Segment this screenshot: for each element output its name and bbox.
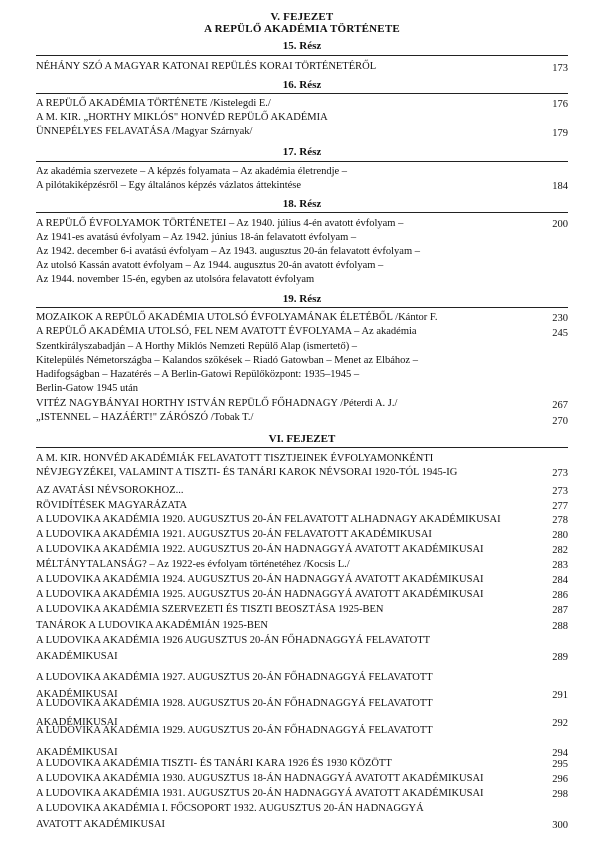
toc-entry: TANÁROK A LUDOVIKA AKADÉMIÁN 1925-BEN xyxy=(36,620,268,631)
toc-page-number: 296 xyxy=(552,774,568,785)
toc-page-number: 176 xyxy=(552,99,568,110)
toc-entry: Kitelepülés Németországba – Kalandos szökések – Riadó Gatowban – Menet az Elbához – xyxy=(36,355,418,366)
toc-entry: MÉLTÁNYTALANSÁG? – Az 1922-es évfolyam történetéhez /Kocsis L./ xyxy=(36,559,350,570)
toc-entry: A pilótakiképzésről – Egy általános képzés vázlatos áttekintése xyxy=(36,180,302,191)
chapter-6-heading: VI. FEJEZET xyxy=(268,433,336,445)
toc-entry: A M. KIR. „HORTHY MIKLÓS" HONVÉD REPÜLŐ AKADÉMIA xyxy=(36,112,328,123)
part-18-heading: 18. Rész xyxy=(282,198,322,210)
toc-entry: Hadifogságban – Hazatérés – A Berlin-Gatowi Repülőközpont: 1935–1945 – xyxy=(36,369,360,380)
part-15-heading: 15. Rész xyxy=(282,40,322,52)
toc-page-number: 300 xyxy=(552,820,568,831)
toc-entry: AKADÉMIKUSAI xyxy=(36,689,118,700)
toc-page-number: 173 xyxy=(552,63,568,74)
toc-page-number: 298 xyxy=(552,789,568,800)
toc-entry: A LUDOVIKA AKADÉMIA 1928. AUGUSZTUS 20-ÁN FŐHADNAGGYÁ FELAVATOTT xyxy=(36,698,433,709)
toc-entry: AKADÉMIKUSAI xyxy=(36,747,118,758)
toc-page-number: 288 xyxy=(552,621,568,632)
toc-entry: NÉVJEGYZÉKEI, VALAMINT A TISZTI- ÉS TANÁRI KAROK NÉVSORAI 1920-TÓL 1945-IG xyxy=(36,467,458,478)
toc-page-number: 245 xyxy=(552,328,568,339)
toc-page-number: 277 xyxy=(552,501,568,512)
toc-page-number: 282 xyxy=(552,545,568,556)
toc-page-number: 273 xyxy=(552,468,568,479)
toc-entry: Szentkirályszabadján – A Horthy Miklós Nemzeti Repülő Alap (ismertető) – xyxy=(36,341,358,352)
toc-page-number: 292 xyxy=(552,718,568,729)
toc-entry: MOZAIKOK A REPÜLŐ AKADÉMIA UTOLSÓ ÉVFOLYAMÁNAK ÉLETÉBŐL /Kántor F. xyxy=(36,312,438,323)
divider xyxy=(36,447,568,448)
toc-page-number: 287 xyxy=(552,605,568,616)
toc-page-number: 280 xyxy=(552,530,568,541)
toc-entry: VITÉZ NAGYBÁNYAI HORTHY ISTVÁN REPÜLŐ FŐHADNAGY /Péterdi A. J./ xyxy=(36,398,398,409)
part-16-heading: 16. Rész xyxy=(282,79,322,91)
toc-page-number: 179 xyxy=(552,128,568,139)
toc-page-number: 184 xyxy=(552,181,568,192)
toc-entry: A REPÜLŐ ÉVFOLYAMOK TÖRTÉNETEI – Az 1940. július 4-én avatott évfolyam – xyxy=(36,218,404,229)
toc-page-number: 286 xyxy=(552,590,568,601)
toc-entry: Az 1942. december 6-i avatású évfolyam – Az 1943. augusztus 20-án felavatott évfolyam – xyxy=(36,246,421,257)
toc-page-number: 270 xyxy=(552,416,568,427)
toc-page-number: 291 xyxy=(552,690,568,701)
toc-entry: Az 1944. november 15-én, egyben az utolsóra felavatott évfolyam xyxy=(36,274,315,285)
toc-entry: AVATOTT AKADÉMIKUSAI xyxy=(36,819,166,830)
toc-entry: Az akadémia szervezete – A képzés folyamata – Az akadémia életrendje – xyxy=(36,166,348,177)
toc-entry: AKADÉMIKUSAI xyxy=(36,717,118,728)
toc-entry: A REPÜLŐ AKADÉMIA UTOLSÓ, FEL NEM AVATOTT ÉVFOLYAMA – Az akadémia xyxy=(36,326,417,337)
part-17-heading: 17. Rész xyxy=(282,146,322,158)
toc-page-number: 230 xyxy=(552,313,568,324)
toc-page-number: 273 xyxy=(552,486,568,497)
toc-page-number: 283 xyxy=(552,560,568,571)
toc-page-number: 294 xyxy=(552,748,568,759)
toc-entry: A LUDOVIKA AKADÉMIA 1921. AUGUSZTUS 20-ÁN FELAVATOTT AKADÉMIKUSAI xyxy=(36,529,432,540)
toc-entry: A LUDOVIKA AKADÉMIA I. FŐCSOPORT 1932. AUGUSZTUS 20-ÁN HADNAGGYÁ xyxy=(36,803,424,814)
toc-page-number: 200 xyxy=(552,219,568,230)
toc-entry: „ISTENNEL – HAZÁÉRT!" ZÁRÓSZÓ /Tobak T./ xyxy=(36,412,254,423)
toc-entry: A LUDOVIKA AKADÉMIA 1930. AUGUSZTUS 18-ÁN HADNAGGYÁ AVATOTT AKADÉMIKUSAI xyxy=(36,773,484,784)
toc-entry: A REPÜLŐ AKADÉMIA TÖRTÉNETE /Kistelegdi E./ xyxy=(36,98,271,109)
divider xyxy=(36,307,568,308)
toc-entry: A LUDOVIKA AKADÉMIA 1926 AUGUSZTUS 20-ÁN FŐHADNAGGYÁ FELAVATOTT xyxy=(36,635,431,646)
toc-entry: A LUDOVIKA AKADÉMIA 1929. AUGUSZTUS 20-ÁN FŐHADNAGGYÁ FELAVATOTT xyxy=(36,725,433,736)
chapter-5-title: A REPÜLŐ AKADÉMIA TÖRTÉNETE xyxy=(204,23,400,35)
toc-page-number: 278 xyxy=(552,515,568,526)
divider xyxy=(36,93,568,94)
toc-entry: A M. KIR. HONVÉD AKADÉMIÁK FELAVATOTT TISZTJEINEK ÉVFOLYAMONKÉNTI xyxy=(36,453,434,464)
toc-entry: ÜNNEPÉLYES FELAVATÁSA /Magyar Szárnyak/ xyxy=(36,126,253,137)
toc-entry: RÖVIDÍTÉSEK MAGYARÁZATA xyxy=(36,500,188,511)
toc-entry: A LUDOVIKA AKADÉMIA 1922. AUGUSZTUS 20-ÁN HADNAGGYÁ AVATOTT AKADÉMIKUSAI xyxy=(36,544,484,555)
toc-entry: NÉHÁNY SZÓ A MAGYAR KATONAI REPÜLÉS KORAI TÖRTÉNETÉRŐL xyxy=(36,61,377,72)
toc-entry: AZ AVATÁSI NÉVSOROKHOZ... xyxy=(36,485,184,496)
toc-entry: A LUDOVIKA AKADÉMIA 1925. AUGUSZTUS 20-ÁN HADNAGGYÁ AVATOTT AKADÉMIKUSAI xyxy=(36,589,484,600)
toc-entry: A LUDOVIKA AKADÉMIA TISZTI- ÉS TANÁRI KARA 1926 ÉS 1930 KÖZÖTT xyxy=(36,758,392,769)
part-19-heading: 19. Rész xyxy=(282,293,322,305)
divider xyxy=(36,161,568,162)
toc-entry: AKADÉMIKUSAI xyxy=(36,651,118,662)
toc-entry: A LUDOVIKA AKADÉMIA 1920. AUGUSZTUS 20-ÁN FELAVATOTT ALHADNAGY AKADÉMIKUSAI xyxy=(36,514,501,525)
toc-entry: A LUDOVIKA AKADÉMIA 1931. AUGUSZTUS 20-ÁN HADNAGGYÁ AVATOTT AKADÉMIKUSAI xyxy=(36,788,484,799)
toc-entry: A LUDOVIKA AKADÉMIA SZERVEZETI ÉS TISZTI BEOSZTÁSA 1925-BEN xyxy=(36,604,384,615)
toc-page-number: 267 xyxy=(552,400,568,411)
toc-page-number: 289 xyxy=(552,652,568,663)
chapter-5-number: V. FEJEZET xyxy=(270,11,334,23)
toc-entry: A LUDOVIKA AKADÉMIA 1927. AUGUSZTUS 20-ÁN FŐHADNAGGYÁ FELAVATOTT xyxy=(36,672,433,683)
toc-page-number: 295 xyxy=(552,759,568,770)
divider xyxy=(36,212,568,213)
divider xyxy=(36,55,568,56)
toc-entry: A LUDOVIKA AKADÉMIA 1924. AUGUSZTUS 20-ÁN HADNAGGYÁ AVATOTT AKADÉMIKUSAI xyxy=(36,574,484,585)
toc-entry: Berlin-Gatow 1945 után xyxy=(36,383,139,394)
toc-entry: Az utolsó Kassán avatott évfolyam – Az 1944. augusztus 20-án avatott évfolyam – xyxy=(36,260,384,271)
toc-page-number: 284 xyxy=(552,575,568,586)
toc-entry: Az 1941-es avatású évfolyam – Az 1942. június 18-án felavatott évfolyam – xyxy=(36,232,357,243)
